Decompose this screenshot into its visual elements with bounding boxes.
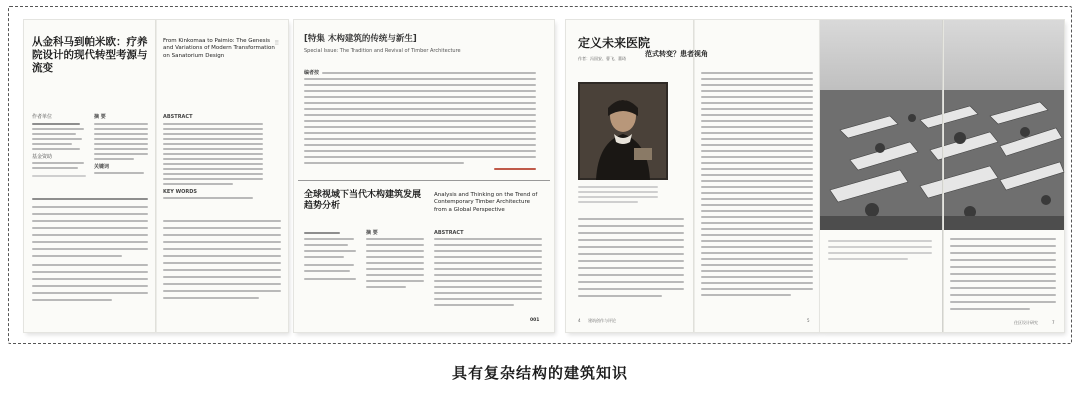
left-page (566, 20, 693, 332)
editor-note-label: 编者按 (304, 70, 320, 76)
abstract-label-cn: 摘 要 (366, 230, 378, 236)
article-title-cn: 定义未来医院 (578, 36, 651, 50)
special-issue-header-cn: [特集 木构建筑的传统与新生] (304, 34, 417, 44)
keywords-label-cn: 关键词 (94, 164, 110, 170)
author-label: 作者单位 (32, 114, 53, 120)
left-page (24, 20, 155, 332)
right-page (645, 20, 820, 332)
article-title-cn: 从金科马到帕米欧：疗养院设计的现代转型考源与流变 (32, 36, 148, 75)
article-title-en: From Kinkomaa to Paimio: The Genesis and Variations of Modern Transformation on Sanatorium Design (163, 38, 275, 59)
keywords-label-en: KEY WORDS (163, 189, 198, 195)
journal-spread-housing (820, 20, 1064, 332)
article-title-en: Analysis and Thinking on the Trend of Contemporary Timber Architecture from a Global Perspective (434, 192, 538, 213)
abstract-label-en: ABSTRACT (163, 114, 193, 120)
page-number: 001 (530, 318, 540, 323)
journal-spread-hospital (566, 20, 820, 332)
portrait-painting (578, 82, 668, 180)
special-issue-header-en: Special Issue: The Tradition and Revival of Timber Architecture (304, 48, 461, 54)
page-number: 7 (1052, 320, 1055, 325)
journal-footer: 建筑创作与评论 (588, 318, 616, 323)
journal-spread-sanatorium (24, 20, 288, 332)
fund-label: 基金资助 (32, 154, 53, 160)
article-byline: 作者：冯国安、曹飞、董琦 (578, 56, 626, 61)
right-page: From Kinkomaa to Paimio: The Genesis and Variations of Modern Transformation on Sanatorium Design |||| ABSTRACT KEY WORDS (157, 20, 288, 332)
page-number-left: 4 (578, 318, 581, 323)
article-title-cn: 全球视域下当代木构建筑发展趋势分析 (304, 190, 422, 212)
abstract-label-en: ABSTRACT (434, 230, 464, 236)
figure-caption: 具有复杂结构的建筑知识 (451, 364, 628, 382)
page-number-right: 5 (807, 318, 810, 323)
abstract-label-cn: 摘 要 (94, 114, 106, 120)
footer-section: 住区设计研究 (1014, 320, 1038, 325)
journal-spread-timber (294, 20, 554, 332)
article-subtitle-cn: 范式转变？患者视角 (645, 50, 708, 58)
